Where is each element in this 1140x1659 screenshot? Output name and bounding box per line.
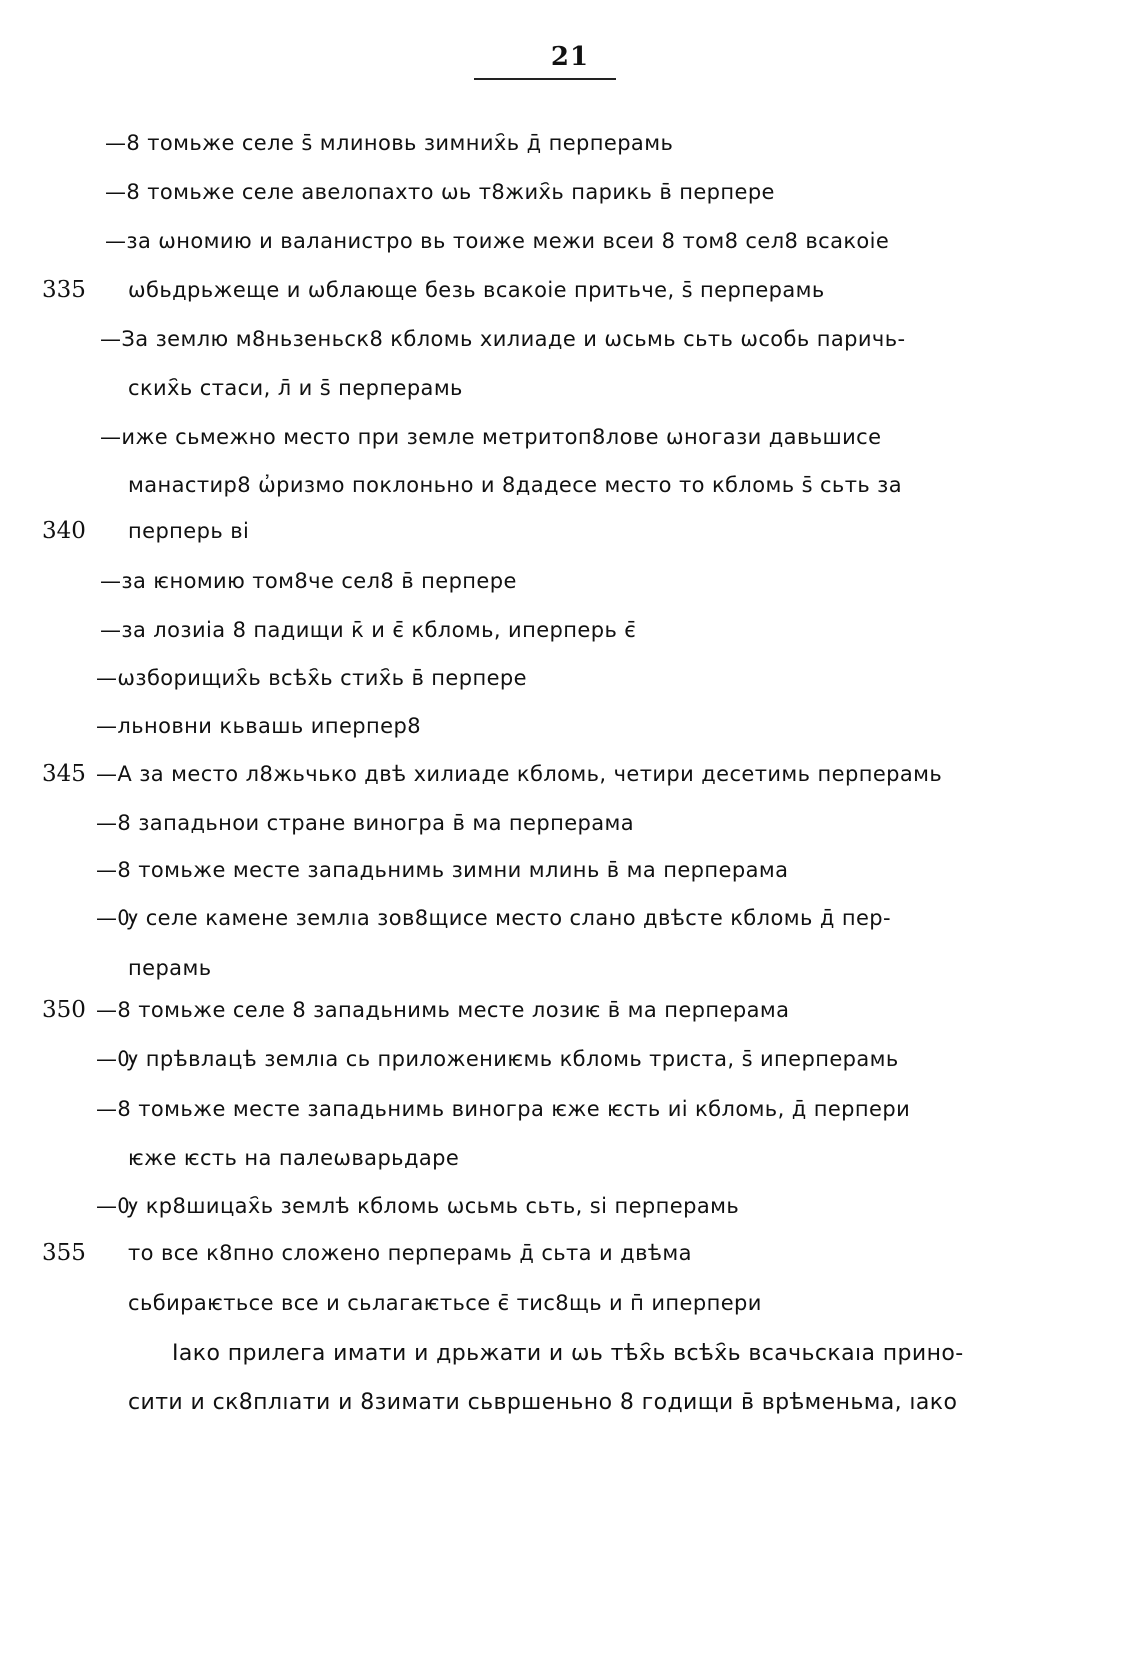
text-line bbox=[0, 808, 1140, 858]
text-line bbox=[0, 1191, 1140, 1241]
text-line bbox=[0, 711, 1140, 761]
text-line bbox=[0, 516, 1140, 566]
text-line bbox=[0, 422, 1140, 472]
line-text: —8 томьже месте западьнимь зимни млинь в̄ ма перперама bbox=[96, 858, 789, 882]
text-line bbox=[0, 903, 1140, 953]
line-number: 335 bbox=[42, 277, 86, 303]
line-text: —8 томьже месте западьнимь виногра ѥже ѥсть иі кбломь, д̄ перпери bbox=[96, 1097, 911, 1121]
text-line bbox=[0, 1339, 1140, 1389]
line-number: 350 bbox=[42, 997, 86, 1023]
text-line bbox=[0, 1044, 1140, 1094]
line-number: 345 bbox=[42, 761, 86, 787]
line-text: Iако прилега имати и дрьжати и ѡь тѣх҄ь всѣх҄ь всачьскаıа прино- bbox=[172, 1341, 964, 1366]
text-line bbox=[0, 855, 1140, 905]
line-text: —Ѹ селе камене землıа зов8щисе место слано двѣсте кбломь д̄ пер- bbox=[96, 906, 891, 930]
line-number: 355 bbox=[42, 1240, 86, 1266]
text-line bbox=[0, 373, 1140, 423]
text-line bbox=[0, 615, 1140, 665]
line-text: —Ѹ прѣвлацѣ землıа сь приложениѥмь кбломь триста, ѕ̄ иперперамь bbox=[96, 1047, 899, 1071]
line-text: —8 томьже селе ѕ̄ млиновь зимних҄ь д̄ перперамь bbox=[105, 131, 674, 155]
line-text: перамь bbox=[128, 956, 212, 980]
line-text: сити и ск8плıати и 8зимати сьвршеньно 8 годищи в̄ врѣменьма, ıако bbox=[128, 1390, 958, 1415]
line-text: —А за место л8жьчько двѣ хилиаде кбломь, четири десетимь перперамь bbox=[96, 762, 943, 786]
text-line bbox=[0, 566, 1140, 616]
text-line bbox=[0, 1143, 1140, 1193]
line-text: —Ѹ кр8шицах҄ь землѣ кбломь ѡсьмь сьть, ѕі перперамь bbox=[96, 1194, 740, 1218]
line-text: —за ѡномию и валанистро вь тоиже межи всеи 8 том8 сел8 всакоіе bbox=[105, 229, 890, 253]
line-text: —За землю м8ньзеньск8 кбломь хилиаде и ѡсьмь сьть ѡсобь паричь- bbox=[100, 327, 906, 351]
line-text: перперь ві bbox=[128, 519, 250, 543]
line-text: —льновни кьвашь иперпер8 bbox=[96, 714, 421, 738]
line-number: 340 bbox=[42, 518, 86, 544]
text-line bbox=[0, 995, 1140, 1045]
text-line bbox=[0, 470, 1140, 520]
line-text: —за лозиіа 8 падищи к̄ и є̄ кбломь, иперперь є̄ bbox=[100, 618, 637, 642]
text-line bbox=[0, 275, 1140, 325]
line-text: сьбираѥтьсе все и сьлагаѥтьсе є̄ тис8щь и п̄ иперпери bbox=[128, 1291, 762, 1315]
text-line bbox=[0, 663, 1140, 713]
text-line bbox=[0, 1238, 1140, 1288]
line-text: ских҄ь стаси, л̄ и ѕ̄ перперамь bbox=[128, 376, 463, 400]
line-text: то все к8пно сложено перперамь д̄ сьта и двѣма bbox=[128, 1241, 692, 1265]
text-line bbox=[0, 177, 1140, 227]
text-line bbox=[0, 1388, 1140, 1438]
line-text: ѡбьдрьжеще и ѡблающе безь всакоіе притьче, ѕ̄ перперамь bbox=[128, 278, 825, 302]
line-text: —ѡзборищих҄ь всѣх҄ь стих҄ь в̄ перпере bbox=[96, 666, 527, 690]
line-text: манастир8 ѡ҆ризмо поклоньно и 8дадесе место то кбломь ѕ̄ сьть за bbox=[128, 473, 903, 497]
line-text: —за ѥномию том8че сел8 в̄ перпере bbox=[100, 569, 517, 593]
line-text: —8 томьже селе 8 западьнимь месте лозиѥ в̄ ма перперама bbox=[96, 998, 790, 1022]
text-line bbox=[0, 759, 1140, 809]
text-line bbox=[0, 324, 1140, 374]
text-line bbox=[0, 1288, 1140, 1338]
page-number: 21 bbox=[550, 42, 590, 72]
line-text: ѥже ѥсть на палеѡварьдаре bbox=[128, 1146, 460, 1170]
line-text: —8 западьнои стране виногра в̄ ма перперама bbox=[96, 811, 635, 835]
text-line bbox=[0, 128, 1140, 178]
line-text: —иже сьмежно место при земле метритоп8лове ѡногази давьшисе bbox=[100, 425, 882, 449]
line-text: —8 томьже селе авелопахто ѡь т8жих҄ь парикь в̄ перпере bbox=[105, 180, 775, 204]
header-rule bbox=[474, 78, 616, 80]
text-line bbox=[0, 226, 1140, 276]
text-line bbox=[0, 1094, 1140, 1144]
